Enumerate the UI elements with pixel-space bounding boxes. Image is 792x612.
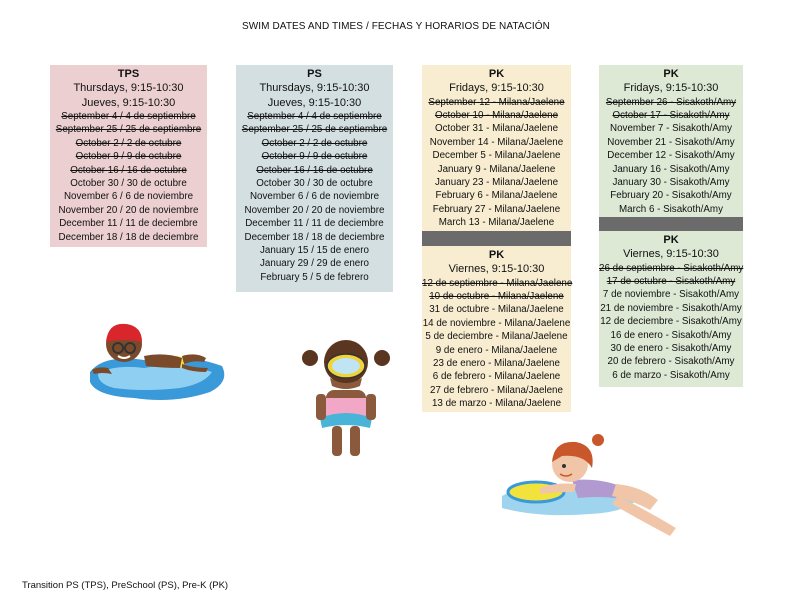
date-row: December 5 - Milana/Jaelene: [432, 150, 561, 162]
date-row: October 30 / 30 de octubre: [70, 178, 187, 190]
tps-date-list: [50, 110, 207, 244]
tps-header: TPS: [117, 68, 140, 80]
pk-sisakoth-separator-bar: [599, 217, 743, 231]
date-row: 31 de octubre - Milana/Jaelene: [429, 304, 564, 316]
date-row: 9 de enero - Milana/Jaelene: [435, 344, 558, 356]
pk-milana-es-header: PK: [488, 249, 505, 261]
cancelled-date-row: September 4 / 4 de septiembre: [61, 111, 196, 122]
date-row: 6 de febrero - Milana/Jaelene: [432, 371, 561, 383]
pk-milana-en-date-list: [422, 96, 571, 230]
pk-milana-separator-bar: [422, 231, 571, 246]
cancelled-date-row: September 12 - Milana/Jaelene: [428, 96, 565, 108]
date-row: 13 de marzo - Milana/Jaelene: [431, 398, 562, 410]
cancelled-date-row: October 16 / 16 de octubre: [256, 164, 373, 176]
pk-sisakoth-en-time: Fridays, 9:15-10:30: [623, 82, 719, 94]
pk-sisakoth-es-time: Viernes, 9:15-10:30: [623, 248, 719, 260]
date-row: February 27 - Milana/Jaelene: [432, 203, 561, 215]
pk-milana-english-column: [422, 65, 571, 231]
date-row: December 11 / 11 de deciembre: [59, 218, 198, 230]
date-row: December 11 / 11 de deciembre: [245, 218, 384, 230]
date-row: 27 de febrero - Milana/Jaelene: [430, 384, 563, 396]
pk-sisakoth-en-date-list: [599, 96, 743, 217]
cancelled-date-row: October 9 / 9 de octubre: [261, 151, 368, 163]
cancelled-date-row: October 17 - Sisakoth/Amy: [612, 109, 730, 121]
cancelled-date-row: 17 de octubre - Sisakoth/Amy: [606, 275, 736, 287]
date-row: December 18 / 18 de deciembre: [58, 231, 199, 243]
pk-sisakoth-spanish-column: [599, 231, 743, 387]
date-row: 23 de enero - Milana/Jaelene: [433, 357, 560, 369]
date-row: November 7 - Sisakoth/Amy: [610, 123, 732, 135]
girl-kickboard-illustration: [500, 426, 688, 538]
ps-time-en: Thursdays, 9:15-10:30: [259, 82, 370, 94]
cancelled-date-row: October 16 / 16 de octubre: [70, 164, 187, 176]
pk-sisakoth-en-header: PK: [663, 68, 679, 80]
date-row: November 21 - Sisakoth/Amy: [607, 136, 735, 148]
cancelled-date-row: 26 de septiembre - Sisakoth/Amy: [599, 262, 744, 274]
date-row: December 12 - Sisakoth/Amy: [607, 150, 735, 162]
tps-time-en: Thursdays, 9:15-10:30: [73, 82, 184, 94]
cancelled-date-row: September 25 / 25 de septiembre: [241, 124, 388, 136]
date-row: November 6 / 6 de noviembre: [63, 191, 194, 203]
date-row: March 13 - Milana/Jaelene: [438, 217, 555, 229]
footer-legend: Transition PS (TPS), PreSchool (PS), Pre-K (PK): [22, 580, 229, 591]
pk-sisakoth-es-date-list: [599, 262, 743, 383]
cancelled-date-row: September 25 / 25 de septiembre: [55, 124, 202, 136]
date-row: January 30 - Sisakoth/Amy: [612, 176, 730, 188]
date-row: January 29 / 29 de enero: [260, 258, 369, 270]
date-row: 6 de marzo - Sisakoth/Amy: [612, 369, 730, 381]
ps-header: PS: [307, 68, 322, 80]
date-row: March 6 - Sisakoth/Amy: [619, 203, 723, 215]
tps-schedule-column: [50, 65, 207, 247]
cancelled-date-row: October 2 / 2 de octubre: [261, 137, 368, 149]
date-row: November 20 / 20 de noviembre: [244, 204, 385, 216]
cancelled-date-row: October 2 / 2 de octubre: [75, 137, 182, 149]
date-row: 21 de noviembre - Sisakoth/Amy: [600, 302, 742, 314]
ps-date-list: [236, 110, 393, 284]
date-row: November 6 / 6 de noviembre: [249, 191, 380, 203]
date-row: January 15 / 15 de enero: [260, 245, 369, 257]
date-row: November 20 / 20 de noviembre: [58, 204, 199, 216]
cancelled-date-row: 10 de octubre - Milana/Jaelene: [429, 290, 564, 302]
cancelled-date-row: September 26 - Sisakoth/Amy: [605, 96, 737, 108]
date-row: November 14 - Milana/Jaelene: [429, 136, 564, 148]
pk-milana-spanish-column: [422, 246, 571, 412]
date-row: 14 de noviembre - Milana/Jaelene: [422, 317, 571, 329]
pk-milana-es-date-list: [422, 277, 571, 411]
date-row: February 6 - Milana/Jaelene: [435, 190, 558, 202]
date-row: January 23 - Milana/Jaelene: [434, 176, 559, 188]
tps-time-es: Jueves, 9:15-10:30: [81, 96, 176, 109]
date-row: January 9 - Milana/Jaelene: [437, 163, 556, 175]
cancelled-date-row: 12 de septiembre - Milana/Jaelene: [422, 277, 573, 289]
date-row: 5 de deciembre - Milana/Jaelene: [425, 331, 568, 343]
date-row: 20 de febrero - Sisakoth/Amy: [607, 356, 735, 368]
date-row: 12 de deciembre - Sisakoth/Amy: [600, 316, 742, 328]
boy-swimmer-illustration: [84, 312, 230, 404]
date-row: February 5 / 5 de febrero: [260, 271, 369, 283]
date-row: 7 de noviembre - Sisakoth/Amy: [602, 289, 740, 301]
date-row: February 20 - Sisakoth/Amy: [610, 190, 732, 202]
ps-time-es: Jueves, 9:15-10:30: [267, 96, 362, 109]
date-row: 16 de enero - Sisakoth/Amy: [610, 329, 732, 341]
ps-schedule-column: [236, 65, 393, 292]
date-row: December 18 / 18 de deciembre: [244, 231, 385, 243]
pk-milana-es-time: Viernes, 9:15-10:30: [448, 263, 545, 275]
pk-sisakoth-es-header: PK: [663, 234, 679, 246]
girl-snorkel-illustration: [300, 336, 392, 462]
cancelled-date-row: October 9 / 9 de octubre: [75, 151, 182, 163]
date-row: October 31 - Milana/Jaelene: [434, 123, 559, 135]
cancelled-date-row: September 4 / 4 de septiembre: [247, 111, 382, 122]
pk-milana-en-header: PK: [488, 68, 505, 80]
date-row: 30 de enero - Sisakoth/Amy: [610, 342, 732, 354]
cancelled-date-row: October 10 - Milana/Jaelene: [434, 109, 559, 121]
pk-sisakoth-english-column: [599, 65, 743, 217]
page-title: SWIM DATES AND TIMES / FECHAS Y HORARIOS DE NATACIÓN: [241, 21, 551, 32]
date-row: January 16 - Sisakoth/Amy: [612, 163, 730, 175]
date-row: October 30 / 30 de octubre: [256, 178, 373, 190]
pk-milana-en-time: Fridays, 9:15-10:30: [449, 82, 544, 94]
